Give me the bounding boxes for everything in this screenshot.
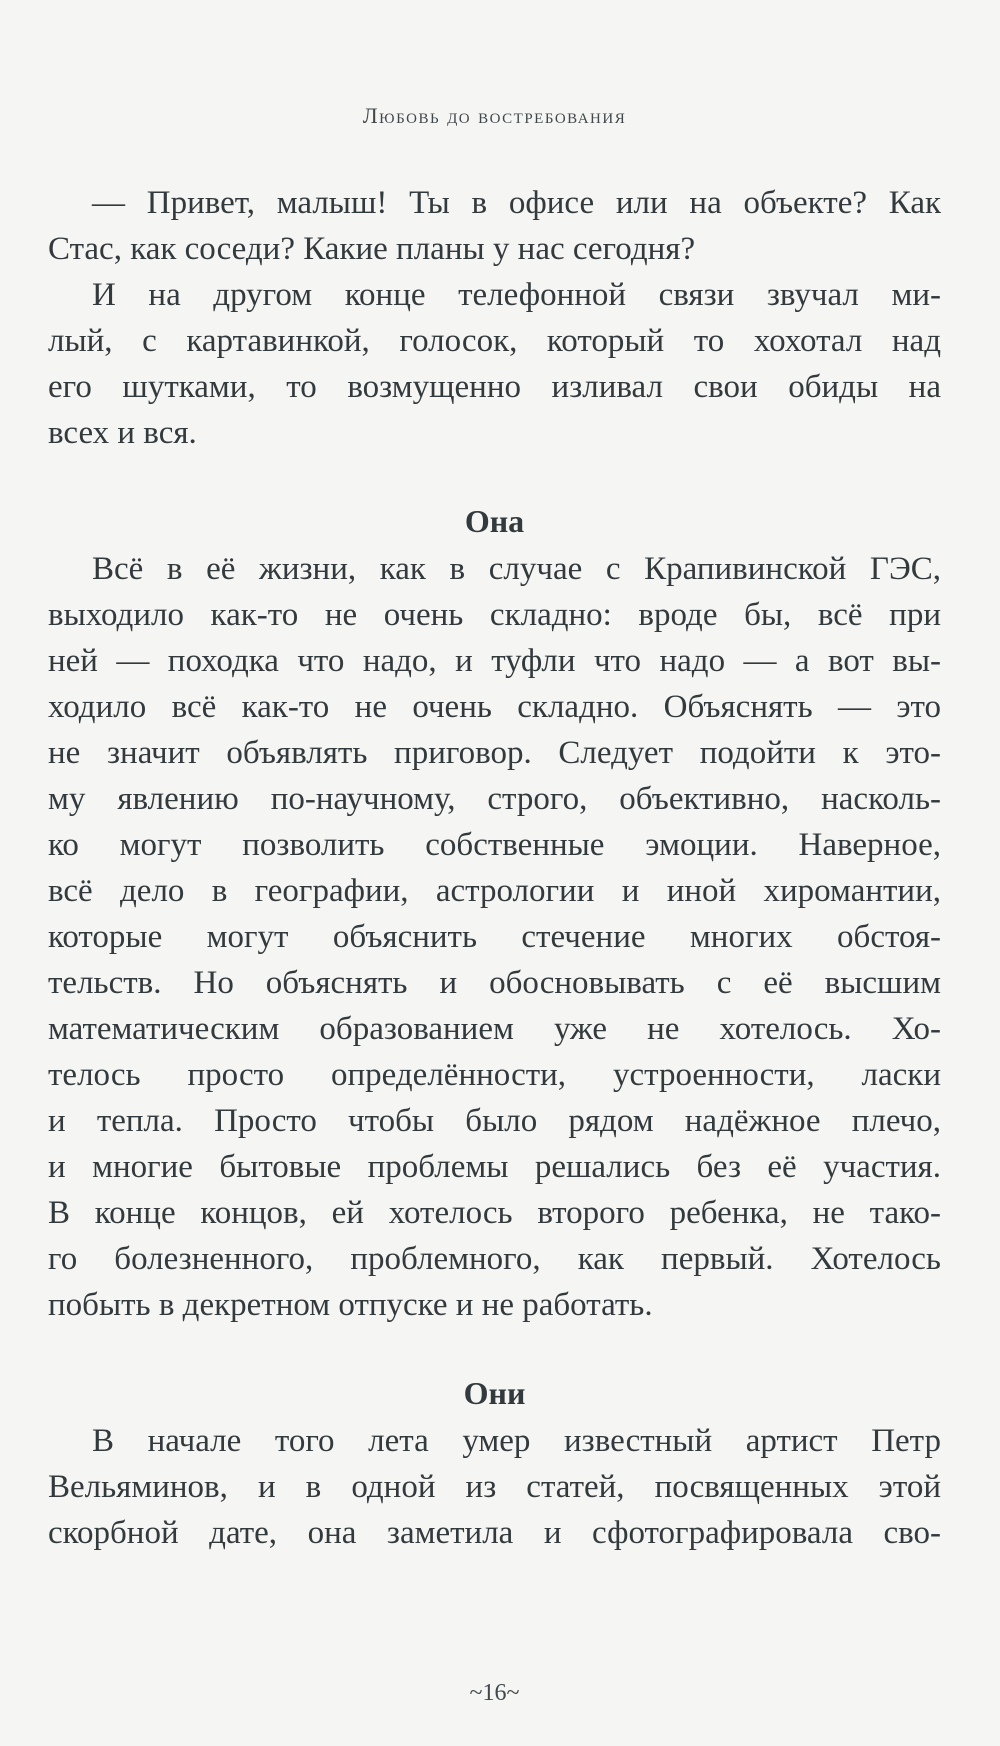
text-line: скорбной дате, она заметила и сфотографировала сво- — [48, 1515, 941, 1551]
text-line: которые могут объяснить стечение многих обстоя- — [48, 919, 941, 955]
running-head: Любовь до востребования — [362, 103, 627, 128]
text-line: его шутками, то возмущенно изливал свои обиды на — [48, 369, 941, 405]
section-heading: Она — [464, 503, 525, 539]
text-line: побыть в декретном отпуске и не работать. — [48, 1287, 653, 1323]
text-line: И на другом конце телефонной связи звучал ми- — [92, 277, 941, 313]
text-line: ко могут позволить собственные эмоции. Наверное, — [48, 827, 941, 863]
book-page — [48, 0, 941, 1746]
text-line: Всё в её жизни, как в случае с Крапивинской ГЭС, — [92, 551, 941, 587]
section-heading: Они — [463, 1375, 526, 1411]
text-line: математическим образованием уже не хотелось. Хо- — [48, 1011, 941, 1047]
text-line: го болезненного, проблемного, как первый. Хотелось — [48, 1241, 941, 1277]
text-line: и тепла. Просто чтобы было рядом надёжное плечо, — [48, 1103, 941, 1139]
text-line: В начале того лета умер известный артист Петр — [92, 1423, 941, 1459]
text-line: В конце концов, ей хотелось второго ребенка, не тако- — [48, 1195, 941, 1231]
text-line: — Привет, малыш! Ты в офисе или на объекте? Как — [92, 185, 941, 221]
text-line: лый, с картавинкой, голосок, который то хохотал над — [48, 323, 941, 359]
text-line: Стас, как соседи? Какие планы у нас сегодня? — [48, 231, 696, 267]
text-line: тельств. Но объяснять и обосновывать с её высшим — [48, 965, 941, 1001]
text-line: всё дело в географии, астрологии и иной хиромантии, — [48, 873, 941, 909]
text-line: ней — походка что надо, и туфли что надо — а вот вы- — [48, 643, 941, 679]
text-line: не значит объявлять приговор. Следует подойти к это- — [48, 735, 941, 771]
text-line: выходило как-то не очень складно: вроде бы, всё при — [48, 597, 941, 633]
text-line: и многие бытовые проблемы решались без её участия. — [48, 1149, 941, 1185]
text-line: му явлению по-научному, строго, объективно, насколь- — [48, 781, 941, 817]
text-line: Вельяминов, и в одной из статей, посвященных этой — [48, 1469, 941, 1505]
text-line: телось просто определённости, устроенности, ласки — [48, 1057, 941, 1093]
text-line: всех и вся. — [48, 415, 197, 451]
text-line: ходило всё как-то не очень складно. Объяснять — это — [48, 689, 941, 725]
page-number: ~16~ — [469, 1680, 520, 1706]
